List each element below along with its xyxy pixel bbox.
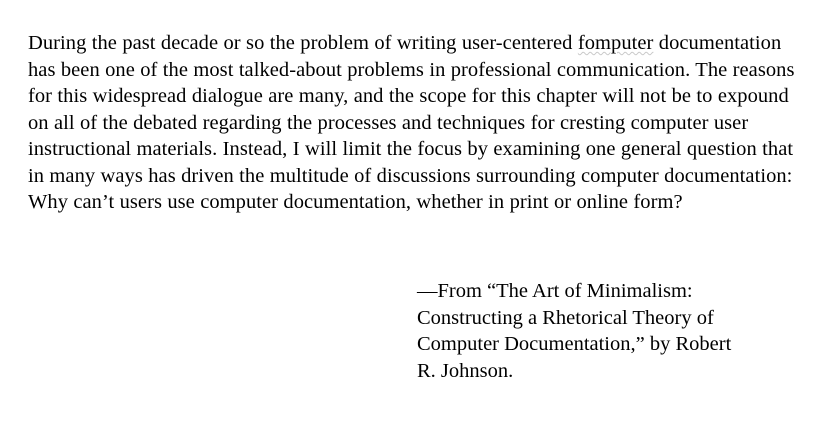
attribution-line-1: —From “The Art of Minimalism: (417, 280, 693, 302)
quotation-text-after-flagged-word: documentation has been one of the most talked-about problems in professional communication. The reasons for this widespread dialogue are many, and the scope for this chapter will not be to expound on all of the debated regarding the processes and techniques for cresting computer user instructional materials. Instead, I will limit the focus by examining one general question that in many ways has driven the multitude of discussions surrounding computer documentation: Why can’t users use computer documentation, whether in print or online form? (28, 32, 795, 213)
attribution-block (417, 278, 807, 384)
attribution-line-4: R. Johnson. (417, 359, 514, 382)
quotation-paragraph (28, 30, 797, 216)
attribution-line-3: Computer Documentation,” by Robert (417, 333, 732, 355)
attribution-line-2: Constructing a Rhetorical Theory of (417, 306, 714, 329)
quotation-body (28, 30, 797, 216)
quotation-text-before-flagged-word: During the past decade or so the problem of writing user-centered (28, 32, 578, 54)
spellcheck-flagged-word[interactable]: fomputer (577, 32, 654, 54)
